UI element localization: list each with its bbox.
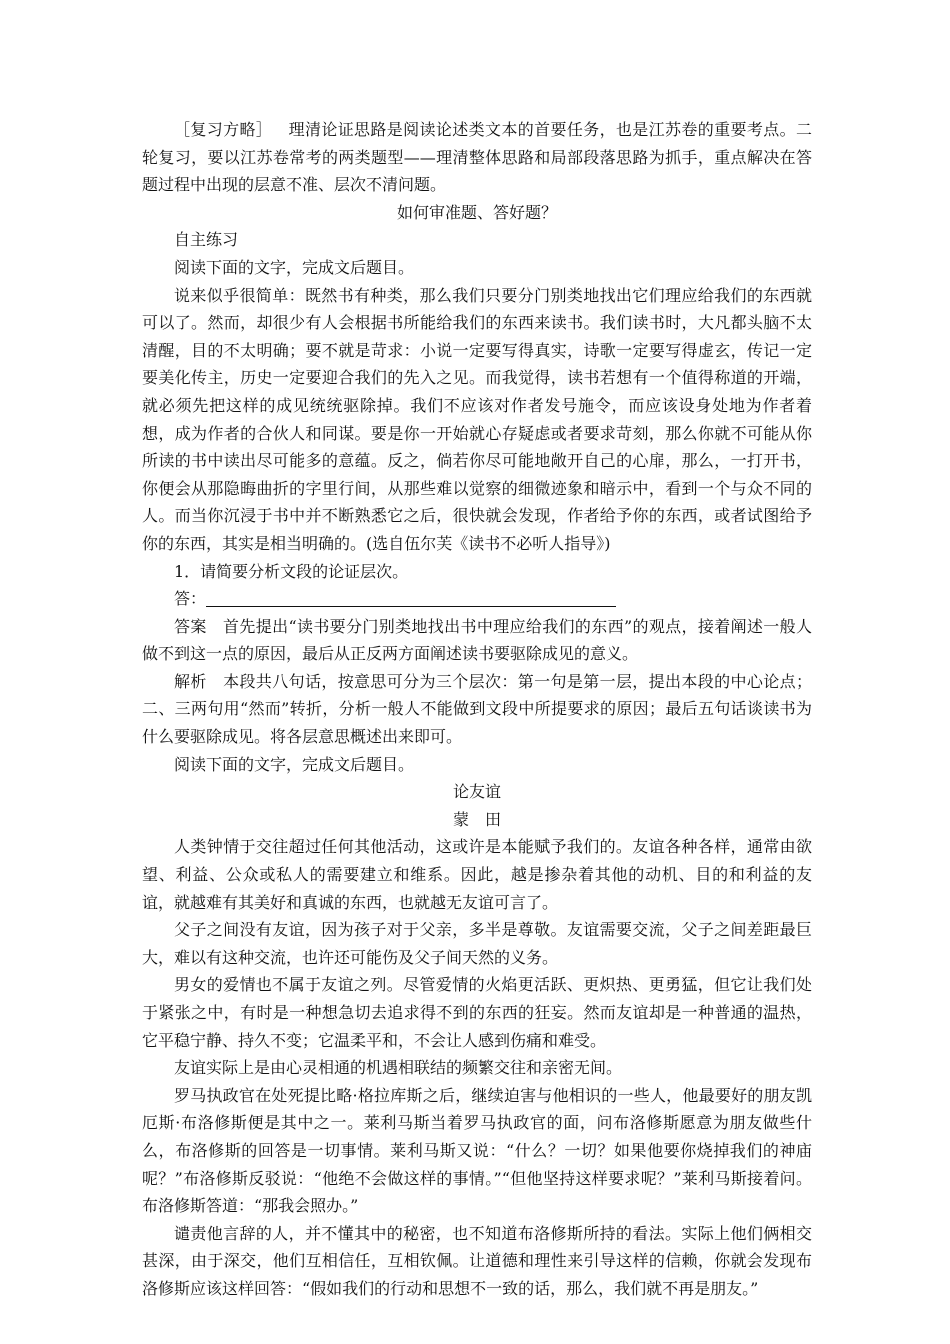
- article-paragraph: 谴责他言辞的人，并不懂其中的秘密，也不知道布洛修斯所持的看法。实际上他们俩相交甚深，由于深交，他们互相信任，互相钦佩。让道德和理性来引导这样的信赖，你就会发现布洛修斯应该这样回答：“假如我们的行动和思想不一致的话，那么，我们就不再是朋友。”: [142, 1223, 812, 1298]
- answer-text: 首先提出“读书要分门别类地找出书中理应给我们的东西”的观点，接着阐述一般人做不到这一点的原因，最后从正反两方面阐述读书要驱除成见的意义。: [142, 616, 812, 664]
- article-paragraph: 友谊实际上是由心灵相通的机遇相联结的频繁交往和亲密无间。: [174, 1058, 623, 1078]
- intro-text: 理清论证思路是阅读论述类文本的首要任务，也是江苏卷的重要考点。二轮复习，要以江苏卷常考的两类题型——理清整体思路和局部段落思路为抓手，重点解决在答题过程中出现的层意不准、层次不清问题。: [142, 120, 812, 195]
- section-heading: 如何审准题、答好题？: [396, 202, 557, 222]
- question-1: 1．请简要分析文段的论证层次。: [174, 561, 409, 581]
- document-page: [142, 116, 812, 1303]
- answer-blank-line[interactable]: [206, 590, 616, 607]
- intro-tag: ［复习方略］: [174, 120, 273, 139]
- article-paragraph: 男女的爱情也不属于友谊之列。尽管爱情的火焰更活跃、更炽热、更勇猛，但它让我们处于紧张之中，有时是一种想急切去追求得不到的东西的狂妄。然而友谊却是一种普通的温热，它平稳宁静、持久不变；它温柔平和，不会让人感到伤痛和难受。: [142, 975, 812, 1050]
- article-title: 论友谊: [452, 782, 501, 802]
- article-paragraph: 人类钟情于交往超过任何其他活动，这或许是本能赋予我们的。友谊各种各样，通常由欲望、利益、公众或私人的需要建立和维系。因此，越是掺杂着其他的动机、目的和利益的友谊，就越难有其美好和真诚的东西，也就越无友谊可言了。: [142, 837, 812, 912]
- intro-paragraph: [142, 116, 812, 199]
- analysis-paragraph: [142, 668, 812, 751]
- answer-paragraph: [142, 613, 812, 668]
- article-paragraph: 罗马执政官在处死提比略·格拉库斯之后，继续迫害与他相识的一些人，他最要好的朋友凯厄斯·布洛修斯便是其中之一。莱利马斯当着罗马执政官的面，问布洛修斯愿意为朋友做些什么，布洛修斯的回答是一切事情。莱利马斯又说：“什么？一切？如果他要你烧掉我们的神庙呢？”布洛修斯反驳说：“他绝不会做这样的事情。”“但他坚持这样要求呢？”莱利马斯接着问。布洛修斯答道：“那我会照办。”: [142, 1085, 812, 1216]
- answer-prompt-label: 答：: [174, 589, 207, 609]
- analysis-text: 本段共八句话，按意思可分为三个层次：第一句是第一层，提出本段的中心论点；二、三两句用“然而”转折，分析一般人不能做到文段中所提要求的原因；最后五句话谈读书为什么要驱除成见。将各层意思概述出来即可。: [142, 671, 812, 747]
- instruction-1: 阅读下面的文字，完成文后题目。: [174, 257, 415, 277]
- analysis-label: 解析: [174, 671, 207, 691]
- article-author: 蒙 田: [452, 809, 501, 829]
- passage-1: 说来似乎很简单：既然书有种类，那么我们只要分门别类地找出它们理应给我们的东西就可以了。然而，却很少有人会根据书所能给我们的东西来读书。我们读书时，大凡都头脑不太清醒，目的不太明确；要不就是苛求：小说一定要写得真实，诗歌一定要写得虚玄，传记一定要美化传主，历史一定要迎合我们的先入之见。而我觉得，读书若想有一个值得称道的开端，就必须先把这样的成见统统驱除掉。我们不应该对作者发号施令，而应该设身处地为作者着想，成为作者的合伙人和同谋。要是你一开始就心存疑虑或者要求苛刻，那么你就不可能从你所读的书中读出尽可能多的意蕴。反之，倘若你尽可能地敞开自己的心扉，那么，一打开书，你便会从那隐晦曲折的字里行间，从那些难以觉察的细微迹象和暗示中，看到一个与众不同的人。而当你沉浸于书中并不断熟悉它之后，很快就会发现，作者给予你的东西，或者试图给予你的东西，其实是相当明确的。(选自伍尔芙《读书不必听人指导》): [142, 285, 812, 553]
- instruction-2: 阅读下面的文字，完成文后题目。: [174, 754, 415, 774]
- answer-row: [142, 585, 812, 613]
- answer-label: 答案: [174, 616, 207, 636]
- practice-label: 自主练习: [174, 230, 239, 250]
- article-paragraph: 父子之间没有友谊，因为孩子对于父亲，多半是尊敬。友谊需要交流，父子之间差距最巨大，难以有这种交流，也许还可能伤及父子间天然的义务。: [142, 920, 812, 967]
